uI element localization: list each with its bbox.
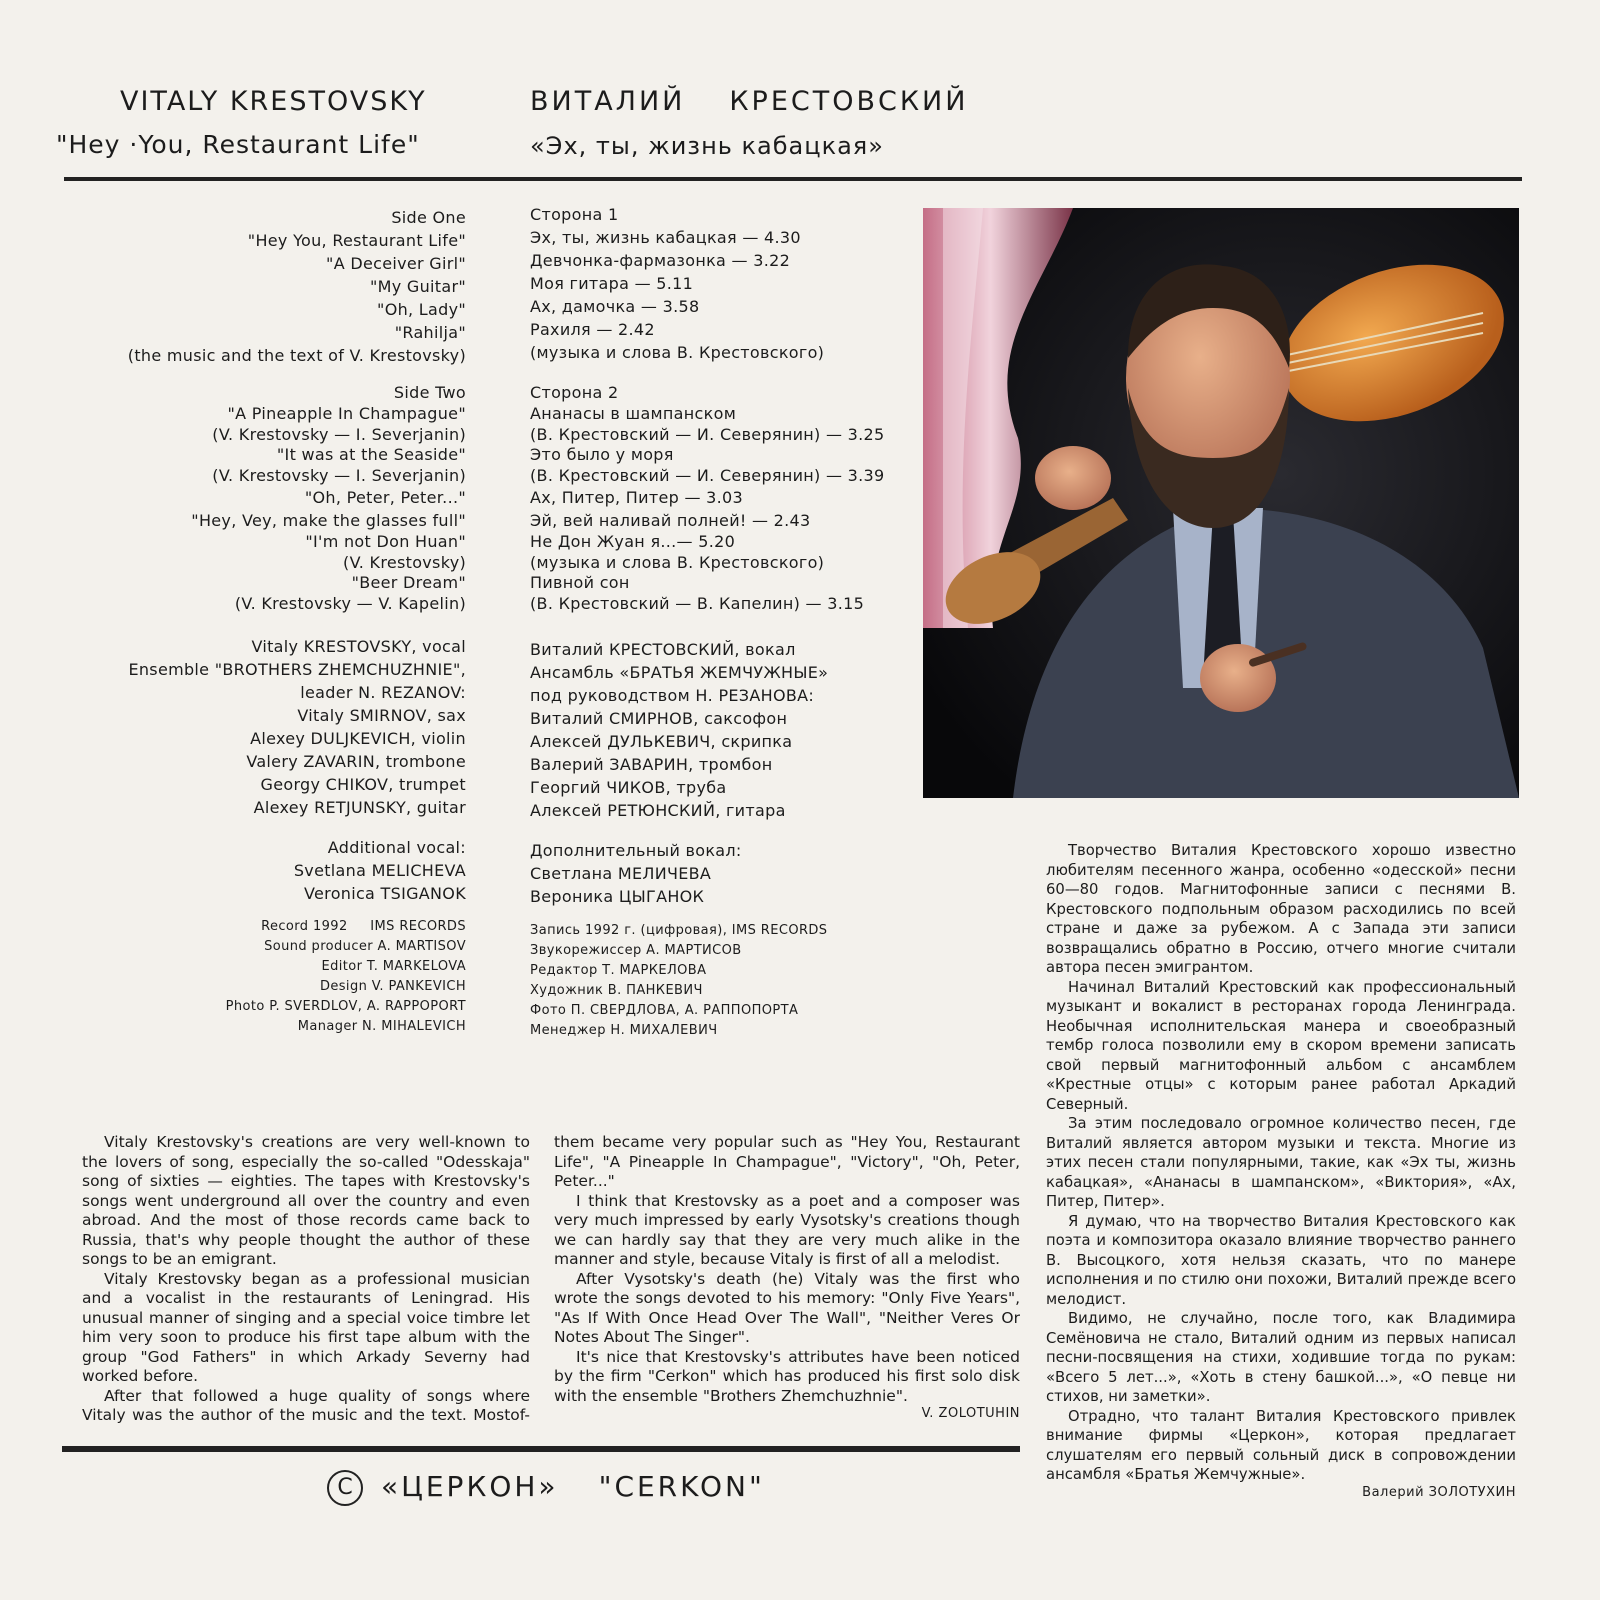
track-en: "A Deceiver Girl" bbox=[326, 254, 466, 273]
production-line-en: Manager N. MIHALEVICH bbox=[297, 1019, 466, 1034]
track-credit-ru: (В. Крестовский — В. Капелин) — 3.15 bbox=[530, 593, 865, 613]
track-en: "It was at the Seaside" bbox=[276, 445, 466, 464]
musician-en: leader N. REZANOV: bbox=[300, 683, 466, 702]
additional-vocal-label: Additional vocal: bbox=[327, 838, 466, 857]
track-en: "A Pineapple In Champague" bbox=[227, 404, 466, 423]
additional-vocalist: Svetlana MELICHEVA bbox=[293, 861, 466, 880]
tracklist-ru bbox=[530, 203, 824, 364]
track-credit-en: (V. Krestovsky) bbox=[343, 552, 466, 572]
essay-paragraph-ru: За этим последовало огромное количество песен, где Виталий является автором музыки и текста. Многие из этих песен стали популярными, такие, как «Эх ты, жизнь кабацкая», «Ананасы в шампанском», «Виктория», «Ах, Питер, Питер». bbox=[1046, 1115, 1516, 1210]
essay-ru bbox=[1046, 841, 1516, 1500]
track-en: "Oh, Peter, Peter..." bbox=[304, 488, 466, 507]
musician-en: Ensemble "BROTHERS ZHEMCHUZHNIE", bbox=[128, 660, 466, 679]
musician-ru: Алексей ДУЛЬКЕВИЧ, скрипка bbox=[530, 732, 793, 751]
track-ru: Не Дон Жуан я...— 5.20 bbox=[530, 532, 736, 551]
musician-ru: Алексей РЕТЮНСКИЙ, гитара bbox=[530, 801, 786, 820]
artist-photo bbox=[923, 208, 1519, 798]
production-line-en: Photo P. SVERDLOV, A. RAPPOPORT bbox=[225, 999, 466, 1014]
musician-en: Georgy CHIKOV, trumpet bbox=[260, 775, 466, 794]
essay-paragraph-en: After Vysotsky's death (he) Vitaly was the first who wrote the songs devoted to his memory: "Only Five Years", "As If With Once Head Over The Wall", "Neither Veres Or Notes About The Singer". bbox=[554, 1269, 1020, 1346]
essay-signature-en: V. ZOLOTUHIN bbox=[921, 1406, 1020, 1421]
production-credits-ru bbox=[530, 921, 827, 1041]
header-divider bbox=[64, 177, 1522, 181]
track-en: "Oh, Lady" bbox=[377, 300, 466, 319]
track-credit-ru: (музыка и слова В. Крестовского) bbox=[530, 552, 825, 572]
artist-last-name-ru: КРЕСТОВСКИЙ bbox=[729, 86, 969, 117]
musician-en: Vitaly KRESTOVSKY, vocal bbox=[251, 637, 466, 656]
album-title-ru: «Эх, ты, жизнь кабацкая» bbox=[530, 132, 884, 160]
side-two-label-ru: Сторона 2 bbox=[530, 383, 619, 402]
label-footer bbox=[327, 1470, 765, 1506]
track-ru: Это было у моря bbox=[530, 445, 674, 464]
additional-vocalist-ru: Вероника ЦЫГАНОК bbox=[530, 887, 705, 906]
essay-paragraph-en: It's nice that Krestovsky's attributes have been noticed by the firm "Cerkon" which has produced his first solo disk with the ensemble "Brothers Zhemchuzhnie". bbox=[554, 1347, 1020, 1405]
side-one-label: Side One bbox=[391, 208, 466, 227]
musician-ru: Валерий ЗАВАРИН, тромбон bbox=[530, 755, 773, 774]
essay-paragraph-en: After that followed a huge quality of songs where Vitaly was the author of the music and the text. Mostof- bbox=[82, 1386, 530, 1424]
musicians-en bbox=[128, 635, 466, 819]
track-ru: Ах, дамочка — 3.58 bbox=[530, 297, 700, 316]
additional-vocalist: Veronica TSIGANOK bbox=[304, 884, 466, 903]
essay-en-column-2 bbox=[554, 1133, 1020, 1421]
track-ru: Ах, Питер, Питер — 3.03 bbox=[530, 488, 743, 507]
essay-signature-ru: Валерий ЗОЛОТУХИН bbox=[1362, 1484, 1516, 1500]
essay-en-column-1 bbox=[82, 1133, 530, 1426]
additional-vocal-label-ru: Дополнительный вокал: bbox=[530, 841, 742, 860]
track-en: "I'm not Don Huan" bbox=[305, 532, 466, 551]
musician-ru: Виталий КРЕСТОВСКИЙ, вокал bbox=[530, 640, 796, 659]
essay-paragraph-ru: Отрадно, что талант Виталия Крестовского привлек внимание фирмы «Церкон», которая предлагает слушателям его первый сольный диск в сопровождении ансамбля «Братья Жемчужные». bbox=[1046, 1407, 1516, 1483]
side-two-label: Side Two bbox=[393, 383, 466, 402]
side-one-label-ru: Сторона 1 bbox=[530, 205, 619, 224]
musician-en: Alexey DULJKEVICH, violin bbox=[250, 729, 466, 748]
track-ru: Девчонка-фармазонка — 3.22 bbox=[530, 251, 791, 270]
track-credit-en: (V. Krestovsky — I. Severjanin) bbox=[212, 424, 466, 444]
additional-vocal-ru bbox=[530, 839, 742, 908]
production-line-ru: Фото П. СВЕРДЛОВА, А. РАППОПОРТА bbox=[530, 1003, 799, 1018]
tracklist-ru-side-two bbox=[530, 381, 885, 614]
musician-ru: Ансамбль «БРАТЬЯ ЖЕМЧУЖНЫЕ» bbox=[530, 663, 829, 682]
track-credit-ru: (музыка и слова В. Крестовского) bbox=[530, 343, 825, 362]
production-line-ru: Редактор Т. МАРКЕЛОВА bbox=[530, 963, 707, 978]
artist-title-ru bbox=[530, 86, 1010, 117]
track-credit-en: (V. Krestovsky — I. Severjanin) bbox=[212, 465, 466, 485]
tracklist-en-side-two bbox=[191, 381, 466, 614]
musician-en: Alexey RETJUNSKY, guitar bbox=[253, 798, 466, 817]
track-credit-ru: (В. Крестовский — И. Северянин) — 3.39 bbox=[530, 465, 885, 485]
production-line-ru: Художник В. ПАНКЕВИЧ bbox=[530, 983, 703, 998]
track-ru: Рахиля — 2.42 bbox=[530, 320, 655, 339]
label-name-en: "CERKON" bbox=[598, 1470, 765, 1503]
track-ru: Эх, ты, жизнь кабацкая — 4.30 bbox=[530, 228, 801, 247]
musician-ru: Георгий ЧИКОВ, труба bbox=[530, 778, 727, 797]
track-en: "Beer Dream" bbox=[351, 573, 466, 592]
production-credits-en bbox=[226, 917, 466, 1037]
production-line-ru: Звукорежиссер А. МАРТИСОВ bbox=[530, 943, 742, 958]
track-en: "Hey, Vey, make the glasses full" bbox=[191, 511, 466, 530]
track-ru: Моя гитара — 5.11 bbox=[530, 274, 694, 293]
artist-first-name-ru: ВИТАЛИЙ bbox=[530, 86, 686, 117]
production-line-ru: Менеджер Н. МИХАЛЕВИЧ bbox=[530, 1023, 718, 1038]
essay-paragraph-en: Vitaly Krestovsky's creations are very well-known to the lovers of song, especially the so-called "Odesskaja" song of sixties — eighties. The tapes with Krestovsky's songs went underground all over the country and even abroad. And the most of those records came back to Russia, that's why people thought the author of these songs to be an emigrant. bbox=[82, 1133, 530, 1268]
musician-ru: Виталий СМИРНОВ, саксофон bbox=[530, 709, 788, 728]
production-line-en: Record 1992 IMS RECORDS bbox=[261, 919, 466, 934]
track-credit-en: (V. Krestovsky — V. Kapelin) bbox=[234, 593, 466, 613]
musicians-ru bbox=[530, 638, 828, 822]
artist-photo-illustration bbox=[923, 208, 1519, 798]
essay-paragraph-en: Vitaly Krestovsky began as a professional musician and a vocalist in the restaurants of Leningrad. His unusual manner of singing and a special voice timbre let him very soon to produce his first tape album with the group "God Fathers" in which Arkady Severny had worked before. bbox=[82, 1269, 530, 1385]
essay-paragraph-en: them became very popular such as "Hey You, Restaurant Life", "A Pineapple In Champague", "Victory", "Oh, Peter, Peter..." bbox=[554, 1133, 1020, 1190]
essay-paragraph-ru: Видимо, не случайно, после того, как Владимира Семёновича не стало, Виталий одним из первых написал песни-посвящения на стихи, ходившие тогда по рукам: «Всего 5 лет...», «Хоть в стену башкой...», «О певце ни стихов, ни заметки». bbox=[1046, 1310, 1516, 1405]
production-line-en: Sound producer A. MARTISOV bbox=[264, 939, 466, 954]
album-title-en: "Hey ·You, Restaurant Life" bbox=[56, 130, 420, 159]
musician-ru: под руководством Н. РЕЗАНОВА: bbox=[530, 686, 815, 705]
essay-paragraph-ru: Начинал Виталий Крестовский как профессиональный музыкант и вокалист в ресторанах города Ленинграда. Необычная исполнительская манера и своеобразный тембр голоса позволили ему в скором времени записать свой первый магнитофонный альбом с ансамблем «Крестные отцы» с которым ранее работал Аркадий Северный. bbox=[1046, 978, 1516, 1113]
essay-paragraph-en: I think that Krestovsky as a poet and a composer was very much impressed by early Vysotsky's creations though we can hardly say that they are very much alike in the manner and style, because Vitaly is first of all a melodist. bbox=[554, 1191, 1020, 1268]
production-line-ru: Запись 1992 г. (цифровая), IMS RECORDS bbox=[530, 923, 828, 938]
musician-en: Vitaly SMIRNOV, sax bbox=[297, 706, 466, 725]
track-ru: Ананасы в шампанском bbox=[530, 404, 737, 423]
musician-en: Valery ZAVARIN, trombone bbox=[246, 752, 466, 771]
additional-vocal-en bbox=[294, 836, 466, 905]
production-line-en: Design V. PANKEVICH bbox=[319, 979, 466, 994]
essay-paragraph-ru: Творчество Виталия Крестовского хорошо известно любителям песенного жанра, особенно «одесской» песни 60—80 годов. Магнитофонные записи с песнями В. Крестовского подпольным образом расходились по всей стране и даже за рубежом. А с Запада эти записи возвращались обратно в Россию, отчего многие считали автора песен эмигрантом. bbox=[1046, 842, 1516, 976]
additional-vocalist-ru: Светлана МЕЛИЧЕВА bbox=[530, 864, 712, 883]
track-en: "My Guitar" bbox=[369, 277, 466, 296]
essay-paragraph-ru: Я думаю, что на творчество Виталия Крестовского как поэта и композитора оказало влияние творчество раннего В. Высоцкого, хотя нельзя сказать, что по манере исполнения и по стилю они похожи, Виталий прежде всего мелодист. bbox=[1046, 1212, 1516, 1308]
track-credit-en: (the music and the text of V. Krestovsky) bbox=[127, 346, 466, 365]
track-ru: Эй, вей наливай полней! — 2.43 bbox=[530, 511, 811, 530]
footer-divider bbox=[62, 1446, 1020, 1452]
copyright-icon: C bbox=[327, 1470, 363, 1506]
track-ru: Пивной сон bbox=[530, 573, 630, 592]
track-credit-ru: (В. Крестовский — И. Северянин) — 3.25 bbox=[530, 424, 885, 444]
tracklist-en bbox=[128, 206, 466, 367]
track-en: "Rahilja" bbox=[394, 323, 466, 342]
production-line-en: Editor T. MARKELOVA bbox=[321, 959, 466, 974]
track-en: "Hey You, Restaurant Life" bbox=[247, 231, 466, 250]
label-name-ru: «ЦЕРКОН» bbox=[381, 1470, 559, 1503]
artist-title-en: VITALY KRESTOVSKY bbox=[120, 86, 427, 117]
